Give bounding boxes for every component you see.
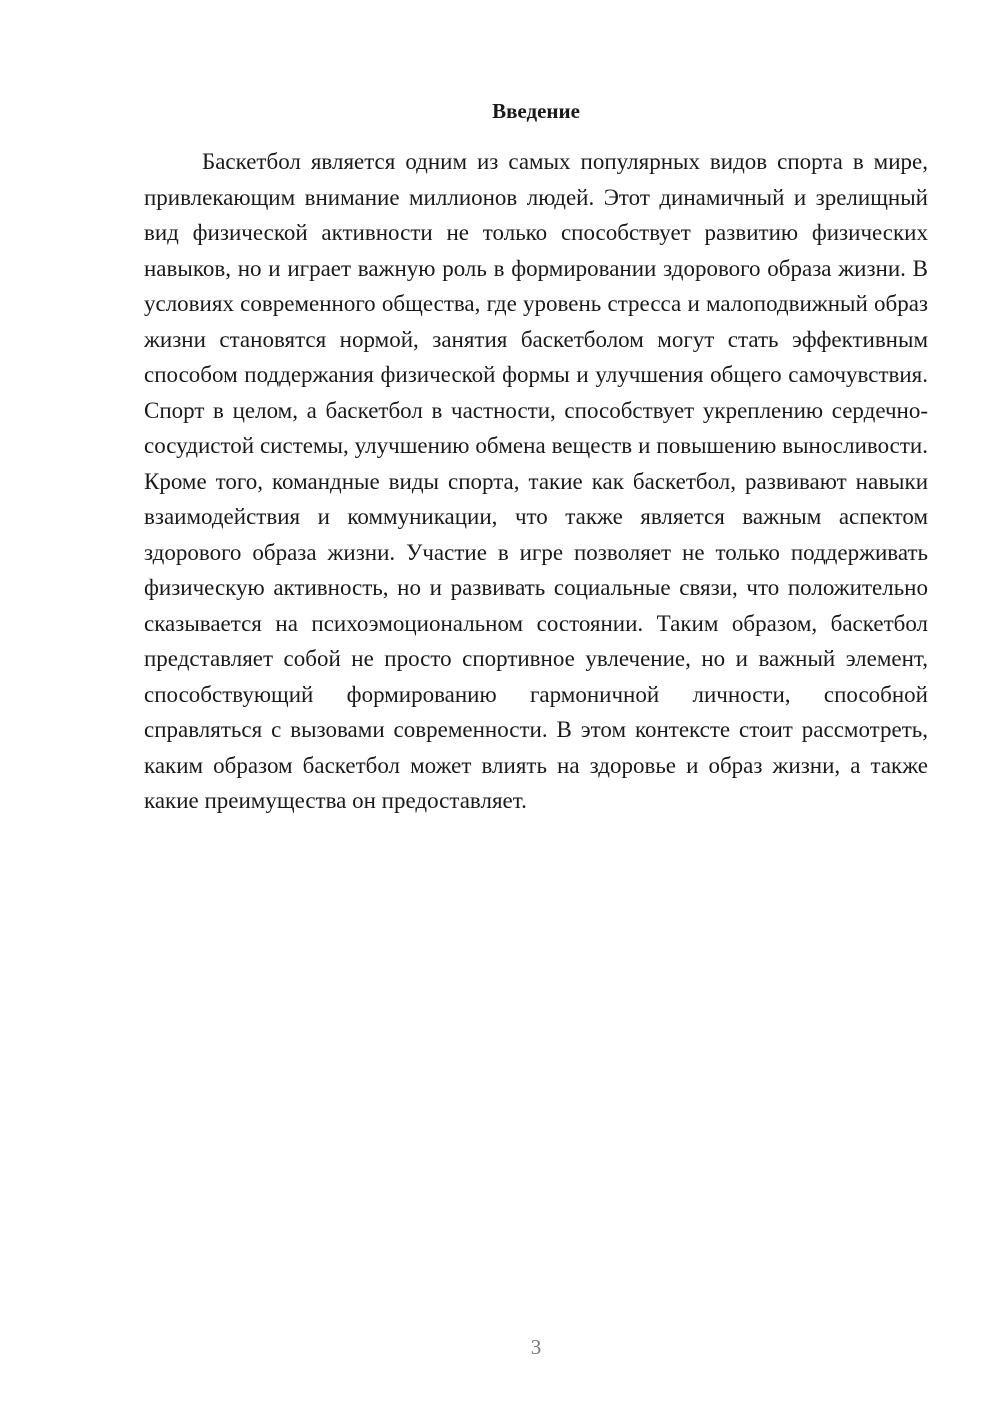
section-title: Введение: [492, 99, 580, 123]
body-paragraph: Баскетбол является одним из самых популярных видов спорта в мире, привлекающим внимание миллионов людей. Этот динамичный и зрелищный вид физической активности не только способствует развитию физических навыков, но и играет важную роль в формировании здорового образа жизни. В условиях современного общества, где уровень стресса и малоподвижный образ жизни становятся нормой, занятия баскетболом могут стать эффективным способом поддержания физической формы и улучшения общего самочувствия. Спорт в целом, а баскетбол в частности, способствует укреплению сердечно-сосудистой системы, улучшению обмена веществ и повышению выносливости. Кроме того, командные виды спорта, такие как баскетбол, развивают навыки взаимодействия и коммуникации, что также является важным аспектом здорового образа жизни. Участие в игре позволяет не только поддерживать физическую активность, но и развивать социальные связи, что положительно сказывается на психоэмоциональном состоянии. Таким образом, баскетбол представляет собой не просто спортивное увлечение, но и важный элемент, способствующий формированию гармоничной личности, способной справляться с вызовами современности. В этом контексте стоит рассмотреть, каким образом баскетбол может влиять на здоровье и образ жизни, а также какие преимущества он предоставляет.: [144, 149, 928, 813]
page-number: 3: [530, 1335, 542, 1359]
